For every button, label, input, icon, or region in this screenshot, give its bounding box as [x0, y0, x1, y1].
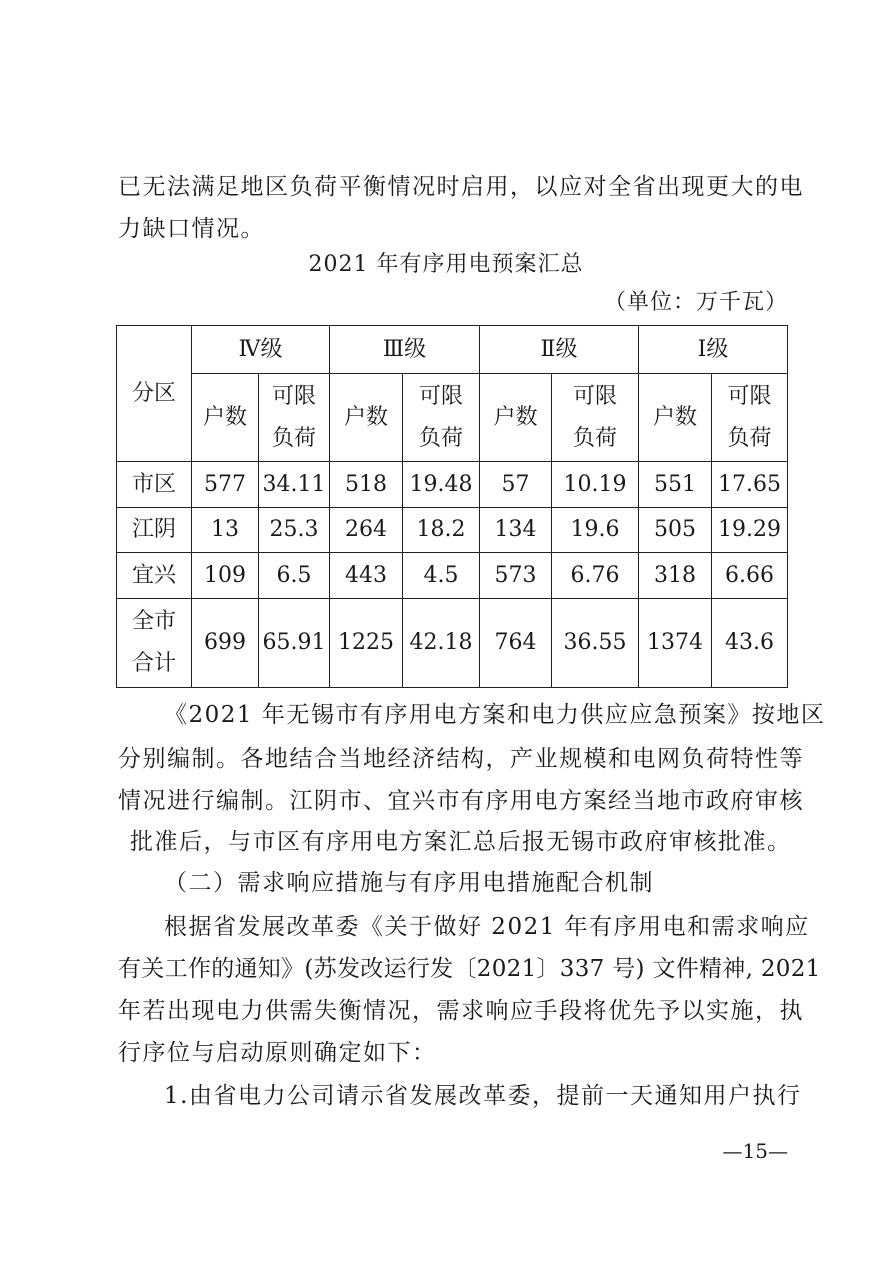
text-line: 行序位与启动原则确定如下： — [118, 1040, 437, 1066]
level-header-row — [117, 326, 788, 374]
text-line: 力缺口情况。 — [118, 216, 265, 242]
table-cell: 134 — [480, 508, 552, 553]
region-line: 合计 — [131, 651, 176, 676]
table-cell: 19.48 — [403, 462, 480, 508]
region-header: 分区 — [117, 326, 192, 462]
table-cell: 699 — [192, 599, 259, 688]
load-header — [259, 374, 330, 462]
text-line: 根据省发展改革委《关于做好 2021 年有序用电和需求响应 — [164, 914, 810, 940]
table-cell: 17.65 — [712, 462, 788, 508]
load-header-line: 负荷 — [272, 425, 317, 451]
load-header — [403, 374, 480, 462]
households-header: 户数 — [330, 374, 403, 462]
level-header: Ⅳ级 — [192, 326, 330, 374]
text-line: 年若出现电力供需失衡情况，需求响应手段将优先予以实施，执 — [118, 998, 804, 1024]
summary-table — [116, 325, 788, 688]
text-line: 情况进行编制。江阴市、宜兴市有序用电方案经当地市政府审核 — [118, 788, 804, 814]
load-header-line: 负荷 — [419, 425, 464, 451]
households-header: 户数 — [192, 374, 259, 462]
unit-label: （单位：万千瓦） — [603, 290, 788, 315]
table-cell: 4.5 — [403, 553, 480, 599]
table-cell: 443 — [330, 553, 403, 599]
total-row — [117, 599, 788, 688]
load-header — [712, 374, 788, 462]
table-cell: 1225 — [330, 599, 403, 688]
households-header: 户数 — [639, 374, 712, 462]
text-line: 分别编制。各地结合当地经济结构，产业规模和电网负荷特性等 — [118, 746, 804, 772]
table-cell: 318 — [639, 553, 712, 599]
load-header-line: 可限 — [419, 383, 464, 409]
table-row — [117, 462, 788, 508]
table-cell: 6.5 — [259, 553, 330, 599]
text-line: 已无法满足地区负荷平衡情况时启用，以应对全省出现更大的电 — [118, 174, 804, 200]
table-cell: 1374 — [639, 599, 712, 688]
table-cell: 65.91 — [259, 599, 330, 688]
region-line: 全市 — [131, 609, 176, 634]
table-cell: 18.2 — [403, 508, 480, 553]
table-row — [117, 508, 788, 553]
table-cell: 6.66 — [712, 553, 788, 599]
level-header: Ⅱ级 — [480, 326, 639, 374]
table-cell: 518 — [330, 462, 403, 508]
table-row — [117, 553, 788, 599]
page-number: —15— — [722, 1139, 788, 1163]
level-header: Ⅰ级 — [639, 326, 788, 374]
level-header: Ⅲ级 — [330, 326, 480, 374]
table-cell: 57 — [480, 462, 552, 508]
load-header-line: 可限 — [573, 383, 618, 409]
region-cell: 市区 — [117, 462, 192, 508]
table-cell: 551 — [639, 462, 712, 508]
region-cell: 宜兴 — [117, 553, 192, 599]
load-header-line: 负荷 — [573, 425, 618, 451]
households-header: 户数 — [480, 374, 552, 462]
section-heading: （二）需求响应措施与有序用电措施配合机制 — [164, 870, 654, 896]
table-cell: 573 — [480, 553, 552, 599]
load-header-line: 可限 — [727, 383, 772, 409]
table-cell: 264 — [330, 508, 403, 553]
table-title: 2021 年有序用电预案汇总 — [308, 252, 584, 277]
text-line: 《2021 年无锡市有序用电方案和电力供应应急预案》按地区 — [164, 702, 826, 728]
table-cell: 109 — [192, 553, 259, 599]
region-cell — [117, 599, 192, 688]
table-cell: 34.11 — [259, 462, 330, 508]
table-cell: 505 — [639, 508, 712, 553]
load-header-line: 负荷 — [727, 425, 772, 451]
table-cell: 764 — [480, 599, 552, 688]
table-cell: 577 — [192, 462, 259, 508]
table-cell: 6.76 — [552, 553, 639, 599]
load-header — [552, 374, 639, 462]
table-cell: 13 — [192, 508, 259, 553]
table-cell: 25.3 — [259, 508, 330, 553]
list-item: 1.由省电力公司请示省发展改革委，提前一天通知用户执行 — [164, 1083, 802, 1109]
table-cell: 19.6 — [552, 508, 639, 553]
table-cell: 36.55 — [552, 599, 639, 688]
table-cell: 10.19 — [552, 462, 639, 508]
text-line: 批准后，与市区有序用电方案汇总后报无锡市政府审核批准。 — [130, 829, 792, 855]
sub-header-row — [117, 374, 788, 462]
table-cell: 42.18 — [403, 599, 480, 688]
table-cell: 43.6 — [712, 599, 788, 688]
table-cell: 19.29 — [712, 508, 788, 553]
load-header-line: 可限 — [272, 383, 317, 409]
text-line: 有关工作的通知》(苏发改运行发〔2021〕337 号) 文件精神, 2021 — [118, 956, 821, 982]
region-cell: 江阴 — [117, 508, 192, 553]
